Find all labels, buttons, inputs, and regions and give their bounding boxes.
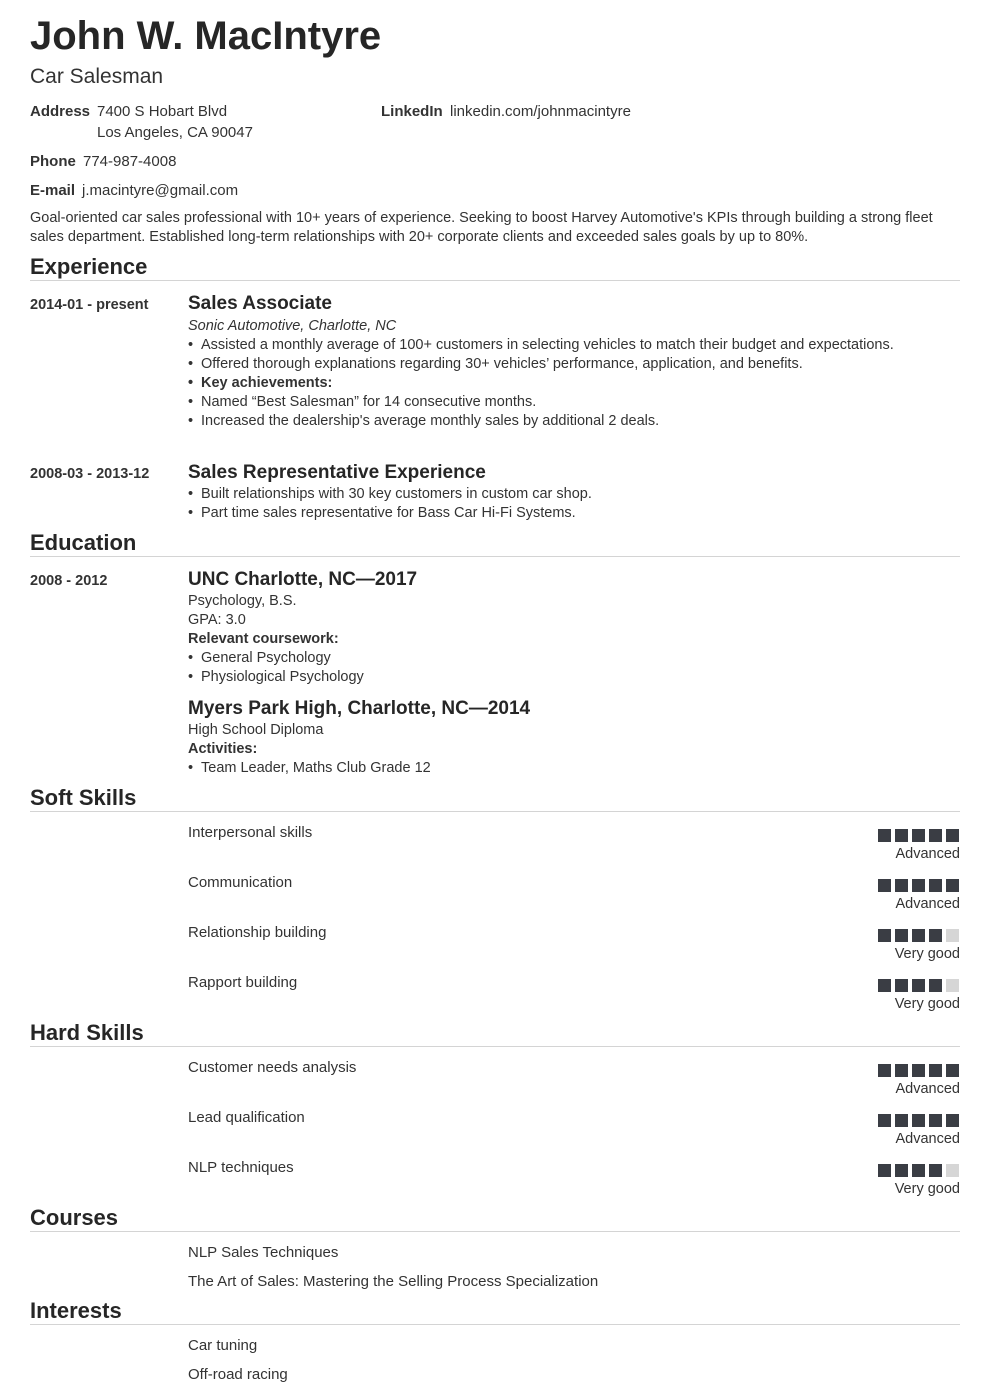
skill-rating [878,829,960,842]
rating-square-filled [878,1164,891,1177]
list-item: • Built relationships with 30 key customers in custom car shop. [188,485,960,504]
section-divider [30,1231,960,1232]
skill-level: Very good [894,946,960,962]
skill-name: Interpersonal skills [188,824,313,841]
rating-square-empty [946,979,959,992]
address-block [30,101,350,143]
list-item: • Team Leader, Maths Club Grade 12 [188,759,960,778]
job-dates: 2008-03 - 2013-12 [30,466,150,482]
experience-heading: Experience [30,254,148,279]
profile-summary: Goal-oriented car sales professional with 10+ years of experience. Seeking to boost Harvey Automotive's KPIs through building a strong fleet sales department. Established long-term relationships with 20+ corporate clients and exceeded sales goals by up to 80%. [30,210,933,245]
rating-square-filled [929,829,942,842]
education-entry [188,697,960,778]
skill-name: Customer needs analysis [188,1059,357,1076]
degree: High School Diploma [188,722,324,738]
skill-rating [878,929,960,942]
rating-square-filled [929,1064,942,1077]
email-label: E-mail [30,182,76,199]
rating-square-filled [895,929,908,942]
rating-square-filled [929,979,942,992]
list-item: • Named “Best Salesman” for 14 consecutive months. [188,393,960,412]
skill-rating [878,1114,960,1127]
rating-square-filled [912,879,925,892]
linkedin-link[interactable]: linkedin.com/johnmacintyre [450,103,631,120]
soft-skills-heading: Soft Skills [30,785,137,810]
job-dates: 2014-01 - present [30,297,149,313]
interest-item: Off-road racing [188,1366,288,1383]
section-divider [30,1046,960,1047]
phone-block [30,151,350,172]
rating-square-filled [895,1064,908,1077]
coursework-list [188,649,960,687]
rating-square-filled [895,1114,908,1127]
skill-level: Very good [894,996,960,1012]
list-item: • Key achievements: [188,374,960,393]
skill-level: Advanced [895,1131,960,1147]
rating-square-filled [912,1114,925,1127]
list-item: • Physiological Psychology [188,668,960,687]
rating-square-filled [946,879,959,892]
job-bullets [188,485,960,523]
job-entry [188,461,960,523]
activities-label: Activities: [188,741,258,757]
rating-square-filled [878,879,891,892]
interest-item: Car tuning [188,1337,258,1354]
interests-heading: Interests [30,1298,122,1323]
rating-square-filled [929,1164,942,1177]
list-item: • Increased the dealership's average monthly sales by additional 2 deals. [188,412,960,431]
rating-square-filled [895,879,908,892]
email-block [30,180,350,201]
rating-square-empty [946,1164,959,1177]
list-item: • Assisted a monthly average of 100+ customers in selecting vehicles to match their budget and expectations. [188,336,960,355]
rating-square-filled [878,829,891,842]
rating-square-filled [946,1114,959,1127]
skill-rating [878,1164,960,1177]
skill-name: Relationship building [188,924,327,941]
rating-square-filled [929,879,942,892]
rating-square-filled [946,1064,959,1077]
rating-square-filled [929,1114,942,1127]
list-item: • Offered thorough explanations regarding 30+ vehicles’ performance, application, and benefits. [188,355,960,374]
skill-name: Communication [188,874,293,891]
rating-square-filled [912,979,925,992]
phone-label: Phone [30,153,76,170]
course-item: The Art of Sales: Mastering the Selling Process Specialization [188,1273,599,1290]
rating-square-filled [912,829,925,842]
skill-level: Advanced [895,896,960,912]
rating-square-filled [878,1114,891,1127]
skill-rating [878,879,960,892]
rating-square-filled [878,929,891,942]
gpa: GPA: 3.0 [188,612,246,628]
job-title: Sales Associate [188,293,332,314]
skill-rating [878,979,960,992]
address-line-1: 7400 S Hobart Blvd [97,103,228,120]
section-divider [30,1324,960,1325]
rating-square-filled [878,1064,891,1077]
phone-value: 774-987-4008 [83,153,177,170]
section-divider [30,556,960,557]
education-entry [188,568,960,687]
rating-square-filled [895,829,908,842]
rating-square-filled [929,929,942,942]
rating-square-filled [878,979,891,992]
rating-square-filled [946,829,959,842]
linkedin-label: LinkedIn [381,103,443,120]
job-company: Sonic Automotive, Charlotte, NC [188,318,397,334]
email-link[interactable]: j.macintyre@gmail.com [82,182,239,199]
course-item: NLP Sales Techniques [188,1244,339,1261]
rating-square-filled [895,979,908,992]
section-divider [30,280,960,281]
school-name: UNC Charlotte, NC—2017 [188,569,418,590]
rating-square-filled [912,929,925,942]
skill-rating [878,1064,960,1077]
candidate-role: Car Salesman [30,65,164,88]
school-name: Myers Park High, Charlotte, NC—2014 [188,698,531,719]
rating-square-empty [946,929,959,942]
candidate-name: John W. MacIntyre [30,14,382,58]
job-entry [188,292,960,431]
address-label: Address [30,103,91,120]
skill-name: Lead qualification [188,1109,305,1126]
section-divider [30,811,960,812]
education-heading: Education [30,530,137,555]
skill-name: Rapport building [188,974,298,991]
job-title: Sales Representative Experience [188,462,486,483]
skill-level: Advanced [895,1081,960,1097]
address-line-2: Los Angeles, CA 90047 [97,124,253,141]
courses-heading: Courses [30,1205,119,1230]
education-dates: 2008 - 2012 [30,573,108,589]
degree: Psychology, B.S. [188,593,297,609]
rating-square-filled [912,1064,925,1077]
linkedin-block [381,101,781,122]
skill-name: NLP techniques [188,1159,294,1176]
list-item: • Part time sales representative for Bass Car Hi-Fi Systems. [188,504,960,523]
activities-list [188,759,960,778]
hard-skills-heading: Hard Skills [30,1020,144,1045]
job-bullets [188,336,960,431]
coursework-label: Relevant coursework: [188,631,339,647]
list-item: • General Psychology [188,649,960,668]
skill-level: Advanced [895,846,960,862]
rating-square-filled [912,1164,925,1177]
rating-square-filled [895,1164,908,1177]
skill-level: Very good [894,1181,960,1197]
